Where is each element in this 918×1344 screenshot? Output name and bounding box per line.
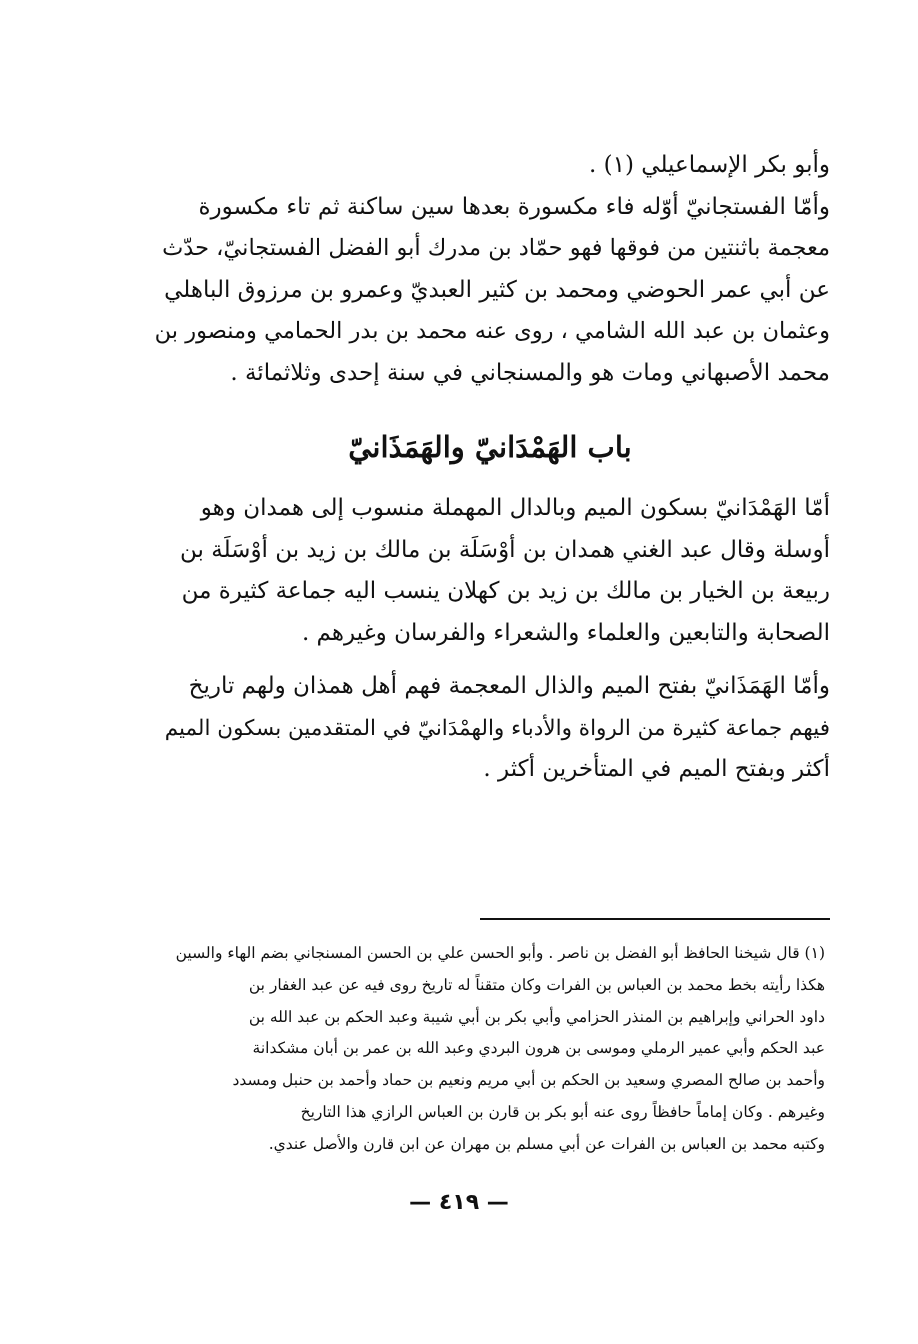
page-number: — ٤١٩ — [409, 1190, 509, 1215]
text-line: ربيعة بن الخيار بن مالك بن زيد بن كهلان ينسب اليه جماعة كثيرة من [181, 578, 830, 604]
text-line: أوسلة وقال عبد الغني همدان بن أوْسَلَة بن مالك بن زيد بن أوْسَلَة بن [180, 536, 830, 563]
text-line: وعثمان بن عبد الله الشامي ، روى عنه محمد بن بدر الحمامي ومنصور بن [154, 318, 830, 344]
footnotes-block [165, 938, 825, 1161]
text-line: وأمّا الفستجانيّ أوّله فاء مكسورة بعدها سين ساكنة ثم تاء مكسورة [198, 193, 830, 220]
paragraph-gap [150, 654, 830, 666]
text-line: أكثر وبفتح الميم في المتأخرين أكثر . [483, 756, 830, 782]
footnote-line: (١) قال شيخنا الحافظ أبو الفضل بن ناصر . وأبو الحسن علي بن الحسن المسنجاني بضم الهاء والسين [175, 944, 825, 962]
footnote-separator [480, 918, 830, 920]
main-text-block-2 [150, 488, 830, 791]
text-line: وأمّا الهَمَذَانيّ بفتح الميم والذال المعجمة فهم أهل همذان ولهم تاريخ [188, 673, 830, 699]
footnote-line: هكذا رأيته بخط محمد بن العباس بن الفرات وكان متقناً له تاريخ روى فيه عن عبد الغفار بن [248, 975, 825, 994]
footnote-line: عبد الحكم وأبي عمير الرملي وموسى بن هرون البردي وعبد الله بن عمر بن أبان مشكدانة [252, 1039, 825, 1058]
text-line: وأبو بكر الإسماعيلي (١) . [589, 152, 830, 178]
section-title: باب الهَمْدَانيّ والهَمَذَانيّ [348, 430, 632, 464]
text-line: عن أبي عمر الحوضي ومحمد بن كثير العبديّ وعمرو بن مرزوق الباهلي [164, 276, 830, 303]
footnote-line: وغيرهم . وكان إماماً حافظاً روى عنه أبو بكر بن قارن بن العباس الرازي هذا التاريخ [300, 1102, 825, 1121]
footnote-line: داود الحراني وإبراهيم بن المنذر الحزامي وأبي بكر بن أبي شيبة وعبد الحكم بن عبد الله بن [248, 1007, 825, 1026]
text-line: معجمة باثنتين من فوقها فهو حمّاد بن مدرك أبو الفضل الفستجانيّ، حدّث [162, 235, 830, 261]
text-line: محمد الأصبهاني ومات هو والمسنجاني في سنة إحدى وثلاثمائة . [230, 359, 830, 386]
text-line: الصحابة والتابعين والعلماء والشعراء والفرسان وغيرهم . [301, 619, 830, 646]
main-text-block [150, 145, 830, 394]
footnote-line: وكتبه محمد بن العباس بن الفرات عن أبي مسلم بن مهران عن ابن قارن والأصل عندي. [268, 1134, 825, 1153]
text-line: أمّا الهَمْدَانيّ بسكون الميم وبالدال المهملة منسوب إلى همدان وهو [200, 495, 830, 521]
footnote-line: وأحمد بن صالح المصري وسعيد بن الحكم بن أبي مريم ونعيم بن حماد وأحمد بن حنبل ومسدد [232, 1071, 825, 1090]
text-line: فيهم جماعة كثيرة من الرواة والأدباء والهمْدَانيّ في المتقدمين بسكون الميم [164, 715, 830, 741]
